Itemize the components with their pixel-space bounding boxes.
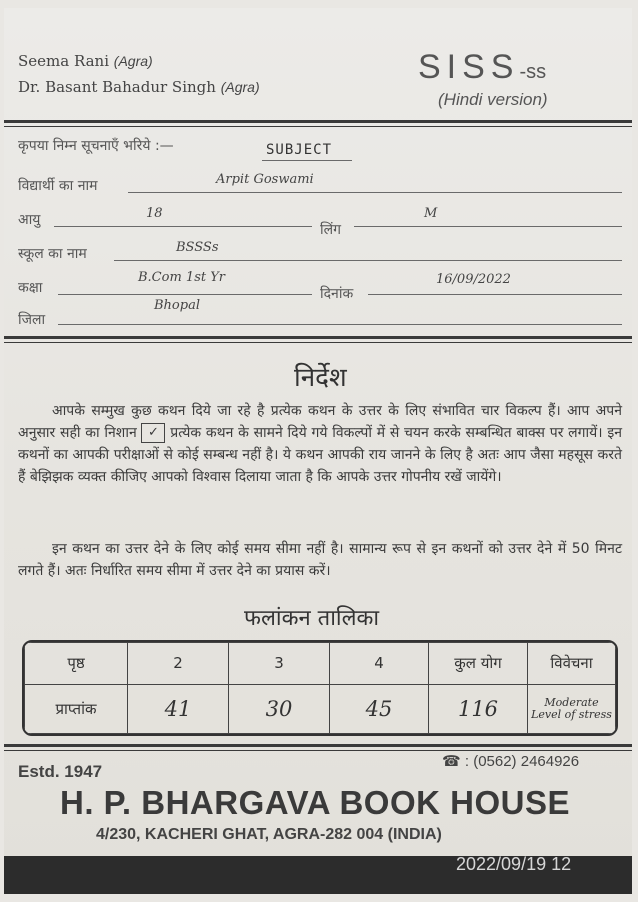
class-value[interactable]: B.Com 1st Yr (138, 270, 226, 285)
test-code-main: SISS (418, 48, 520, 86)
interpretation-header: विवेचना (528, 643, 616, 685)
author-1-city: (Agra) (113, 53, 153, 69)
test-version: (Hindi version) (438, 90, 548, 109)
header-divider-thin (4, 126, 632, 127)
footer-divider (4, 744, 632, 747)
name-line (128, 192, 622, 193)
author-1 (18, 52, 153, 70)
questionnaire-sheet (4, 8, 632, 894)
score-table-header-row (25, 643, 616, 685)
school-value[interactable]: BSSSs (176, 240, 219, 255)
gender-value[interactable]: M (424, 206, 438, 221)
page-4-header: 4 (330, 643, 429, 685)
author-1-name: Seema Rani (18, 52, 110, 70)
district-value[interactable]: Bhopal (154, 298, 200, 313)
subject-note: SUBJECT (266, 142, 333, 158)
test-code (418, 48, 546, 87)
footer-divider-thin (4, 750, 632, 751)
phone-icon: ☎ (442, 753, 461, 770)
publisher-address: 4/230, KACHERI GHAT, AGRA-282 004 (INDIA) (96, 826, 442, 843)
score-table (22, 640, 618, 736)
name-value[interactable]: Arpit Goswami (216, 172, 314, 187)
gender-label: लिंग (320, 222, 341, 238)
author-2-name: Dr. Basant Bahadur Singh (18, 78, 216, 96)
school-label: स्कूल का नाम (18, 246, 87, 262)
page-2-score[interactable]: 41 (128, 684, 229, 733)
school-line (114, 260, 622, 261)
date-line (368, 294, 622, 295)
page-4-score[interactable]: 45 (330, 684, 429, 733)
instructions-para-1 (18, 400, 622, 488)
score-table-title: फलांकन तालिका (244, 606, 380, 631)
page-2-header: 2 (128, 643, 229, 685)
age-value[interactable]: 18 (146, 206, 163, 221)
date-value[interactable]: 16/09/2022 (436, 272, 511, 287)
form-divider (4, 336, 632, 339)
phone-number (442, 752, 579, 770)
class-label: कक्षा (18, 280, 43, 296)
established-year: Estd. 1947 (18, 762, 103, 781)
total-header: कुल योग (429, 643, 528, 685)
instructions-para-2-text: इन कथन का उत्तर देने के लिए कोई समय सीमा नहीं है। सामान्य रूप से इन कथनों को उत्तर देने में 50 मिनट लगते हैं। अतः निर्धारित समय सीमा में उत्तर देने का प्रयास करें। (18, 541, 622, 579)
score-table-score-row (25, 684, 616, 733)
district-label: जिला (18, 312, 46, 328)
author-2 (18, 78, 260, 96)
tick-box-example (141, 423, 165, 443)
page-label-cell: पृष्ठ (25, 643, 128, 685)
date-label: दिनांक (320, 286, 354, 302)
subject-underline (262, 160, 352, 161)
publisher-name: H. P. BHARGAVA BOOK HOUSE (60, 784, 570, 821)
name-label: विद्यार्थी का नाम (18, 178, 98, 194)
instructions-para-1-start: आपके सम्मुख कुछ कथन दिये जा रहे है प्रत्येक कथन के उत्तर के लिए संभावित चार विकल्प हैं। आप अपने अनुसार सही का निशान (18, 403, 622, 441)
gender-line (354, 226, 622, 227)
instructions-para-1-end: प्रत्येक कथन के सामने दिये गये विकल्पों में से चयन करके सम्बन्धित बाक्स पर लगायें। इन कथनों का आपकी परीक्षाओं से कोई सम्बन्ध नहीं है। ये कथन आपकी राय जानने के लिए है अतः आप जैसा महसूस करते हैं बेझिझक व्यक्त कीजिए आपको विश्वास दिलाया जाता है कि आपके उत्तर गोपनीय रखें जायेंगे। (18, 425, 622, 485)
age-line (54, 226, 312, 227)
age-label: आयु (18, 212, 41, 228)
page-3-header: 3 (229, 643, 330, 685)
instructions-heading: निर्देश (294, 363, 347, 393)
form-divider-thin (4, 342, 632, 343)
district-line (58, 324, 622, 325)
phone-number-text: : (0562) 2464926 (464, 753, 580, 770)
test-code-suffix: -ss (519, 61, 547, 83)
total-score[interactable]: 116 (429, 684, 528, 733)
instructions-para-2 (18, 538, 622, 582)
tick-mark: ✓ (148, 425, 159, 440)
author-2-city: (Agra) (220, 79, 260, 95)
photo-date-stamp: 2022/09/19 12 (456, 854, 572, 874)
form-instruction: कृपया निम्न सूचनाएँ भरिये :— (18, 138, 174, 154)
class-line (58, 294, 312, 295)
interpretation-remark[interactable]: Moderate Level of stress (528, 684, 616, 733)
header-divider (4, 120, 632, 123)
score-label-cell: प्राप्तांक (25, 684, 128, 733)
page-3-score[interactable]: 30 (229, 684, 330, 733)
